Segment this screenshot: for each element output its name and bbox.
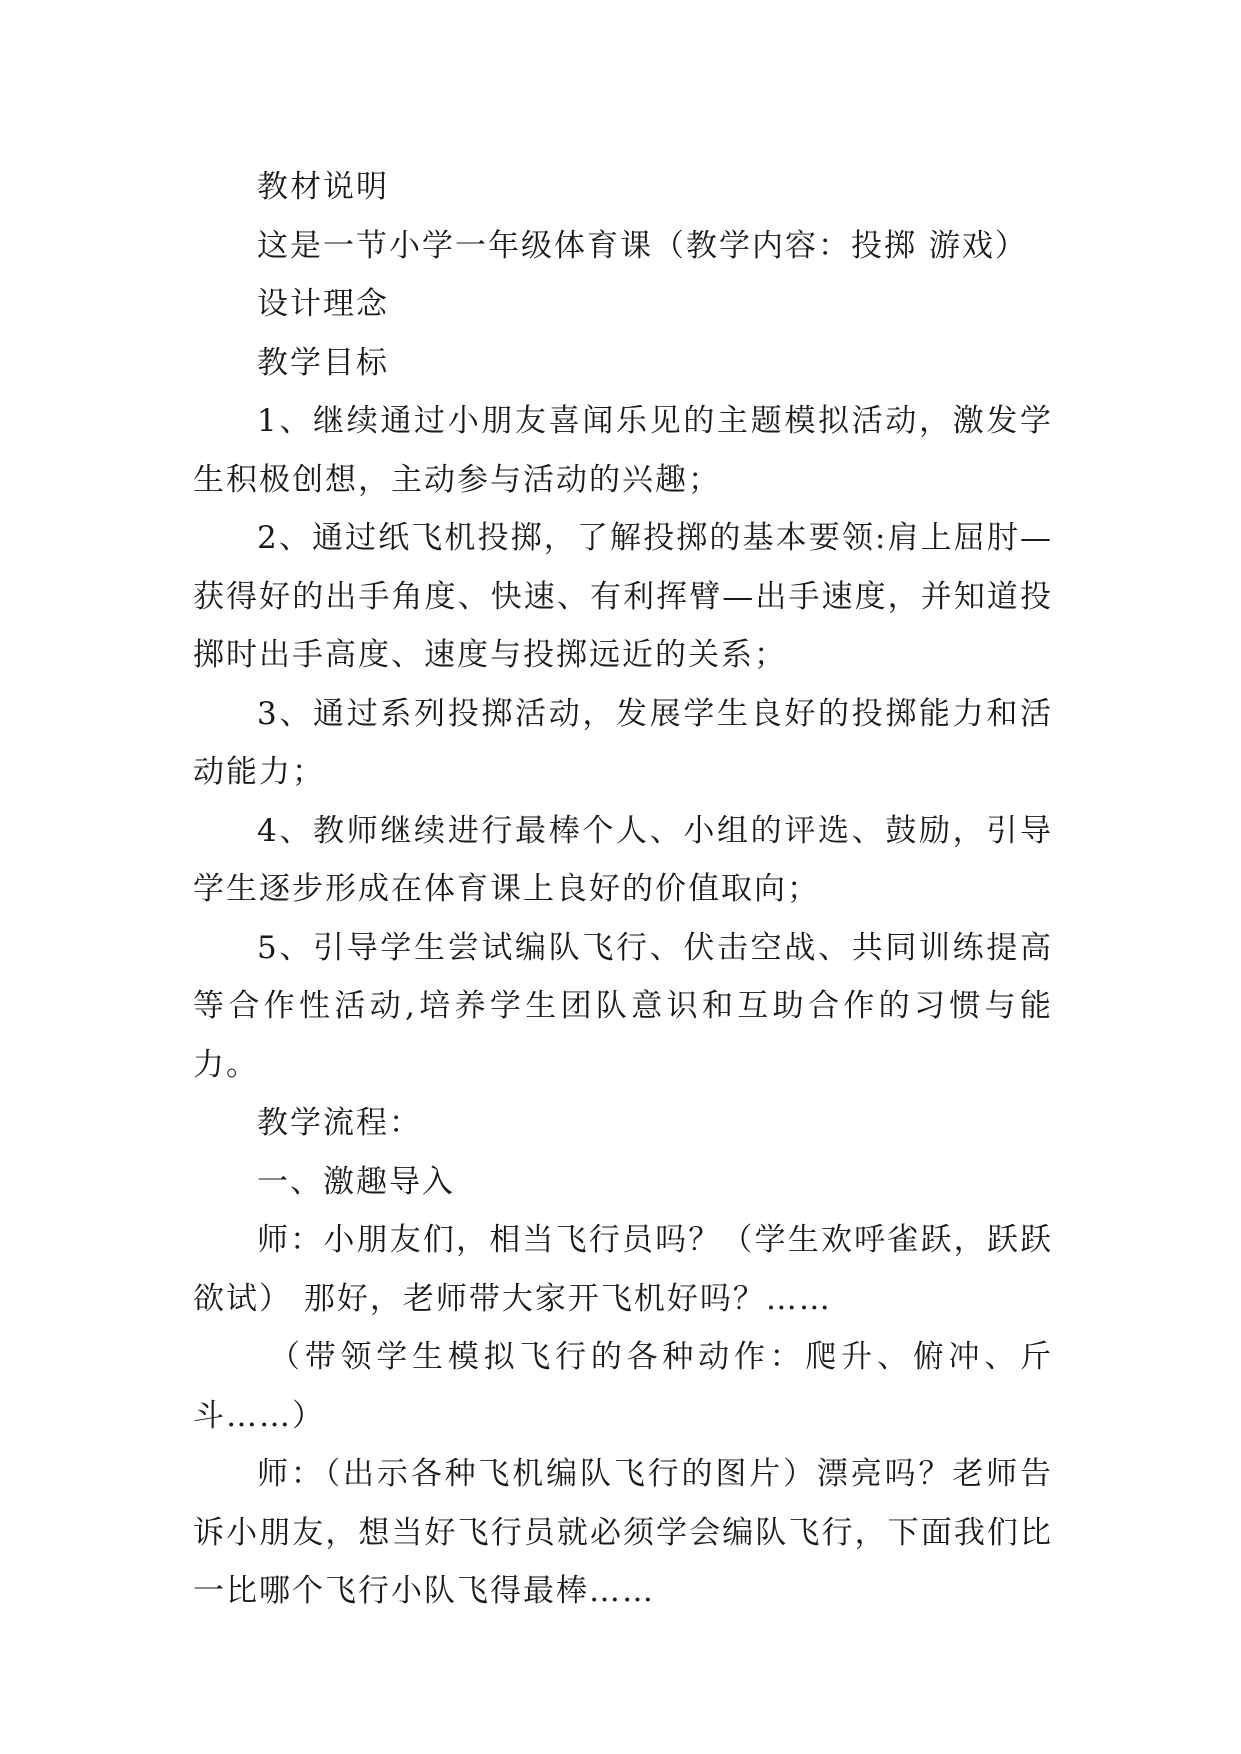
heading-textbook-description: 教材说明	[257, 169, 389, 205]
goal-item-3: 3、通过系列投掷活动，发展学生良好的投掷能力和活动能力；	[193, 695, 1053, 790]
paragraph-teacher-dialogue-1: 师：小朋友们，相当飞行员吗？（学生欢呼雀跃，跃跃欲试） 那好，老师带大家开飞机好吗？……	[193, 1222, 1053, 1317]
goal-item-5: 5、引导学生尝试编队飞行、伏击空战、共同训练提高等合作性活动,培养学生团队意识和互助合作的习惯与能力。	[193, 929, 1053, 1083]
heading-design-concept: 设计理念	[257, 286, 389, 322]
document-body	[193, 158, 1053, 1621]
heading-teaching-process: 教学流程：	[257, 1105, 422, 1141]
heading-teaching-goals: 教学目标	[257, 344, 389, 381]
goal-item-4: 4、教师继续进行最棒个人、小组的评选、鼓励，引导学生逐步形成在体育课上良好的价值取向；	[193, 812, 1053, 907]
paragraph-simulation-note: （带领学生模拟飞行的各种动作：爬升、俯冲、斤斗……）	[193, 1339, 1053, 1434]
paragraph-teacher-dialogue-2: 师：（出示各种飞机编队飞行的图片）漂亮吗？老师告诉小朋友，想当好飞行员就必须学会编队飞行，下面我们比一比哪个飞行小队飞得最棒……	[193, 1456, 1053, 1609]
paragraph-lesson-intro: 这是一节小学一年级体育课（教学内容：投掷 游戏）	[257, 227, 1028, 264]
goal-item-1: 1、继续通过小朋友喜闻乐见的主题模拟活动，激发学生积极创想，主动参与活动的兴趣；	[193, 403, 1053, 498]
heading-section-1: 一、激趣导入	[257, 1163, 455, 1200]
goal-item-2: 2、通过纸飞机投掷，了解投掷的基本要领:肩上屈肘—获得好的出手角度、快速、有利挥臂—出手速度，并知道投掷时出手高度、速度与投掷远近的关系；	[193, 520, 1053, 673]
